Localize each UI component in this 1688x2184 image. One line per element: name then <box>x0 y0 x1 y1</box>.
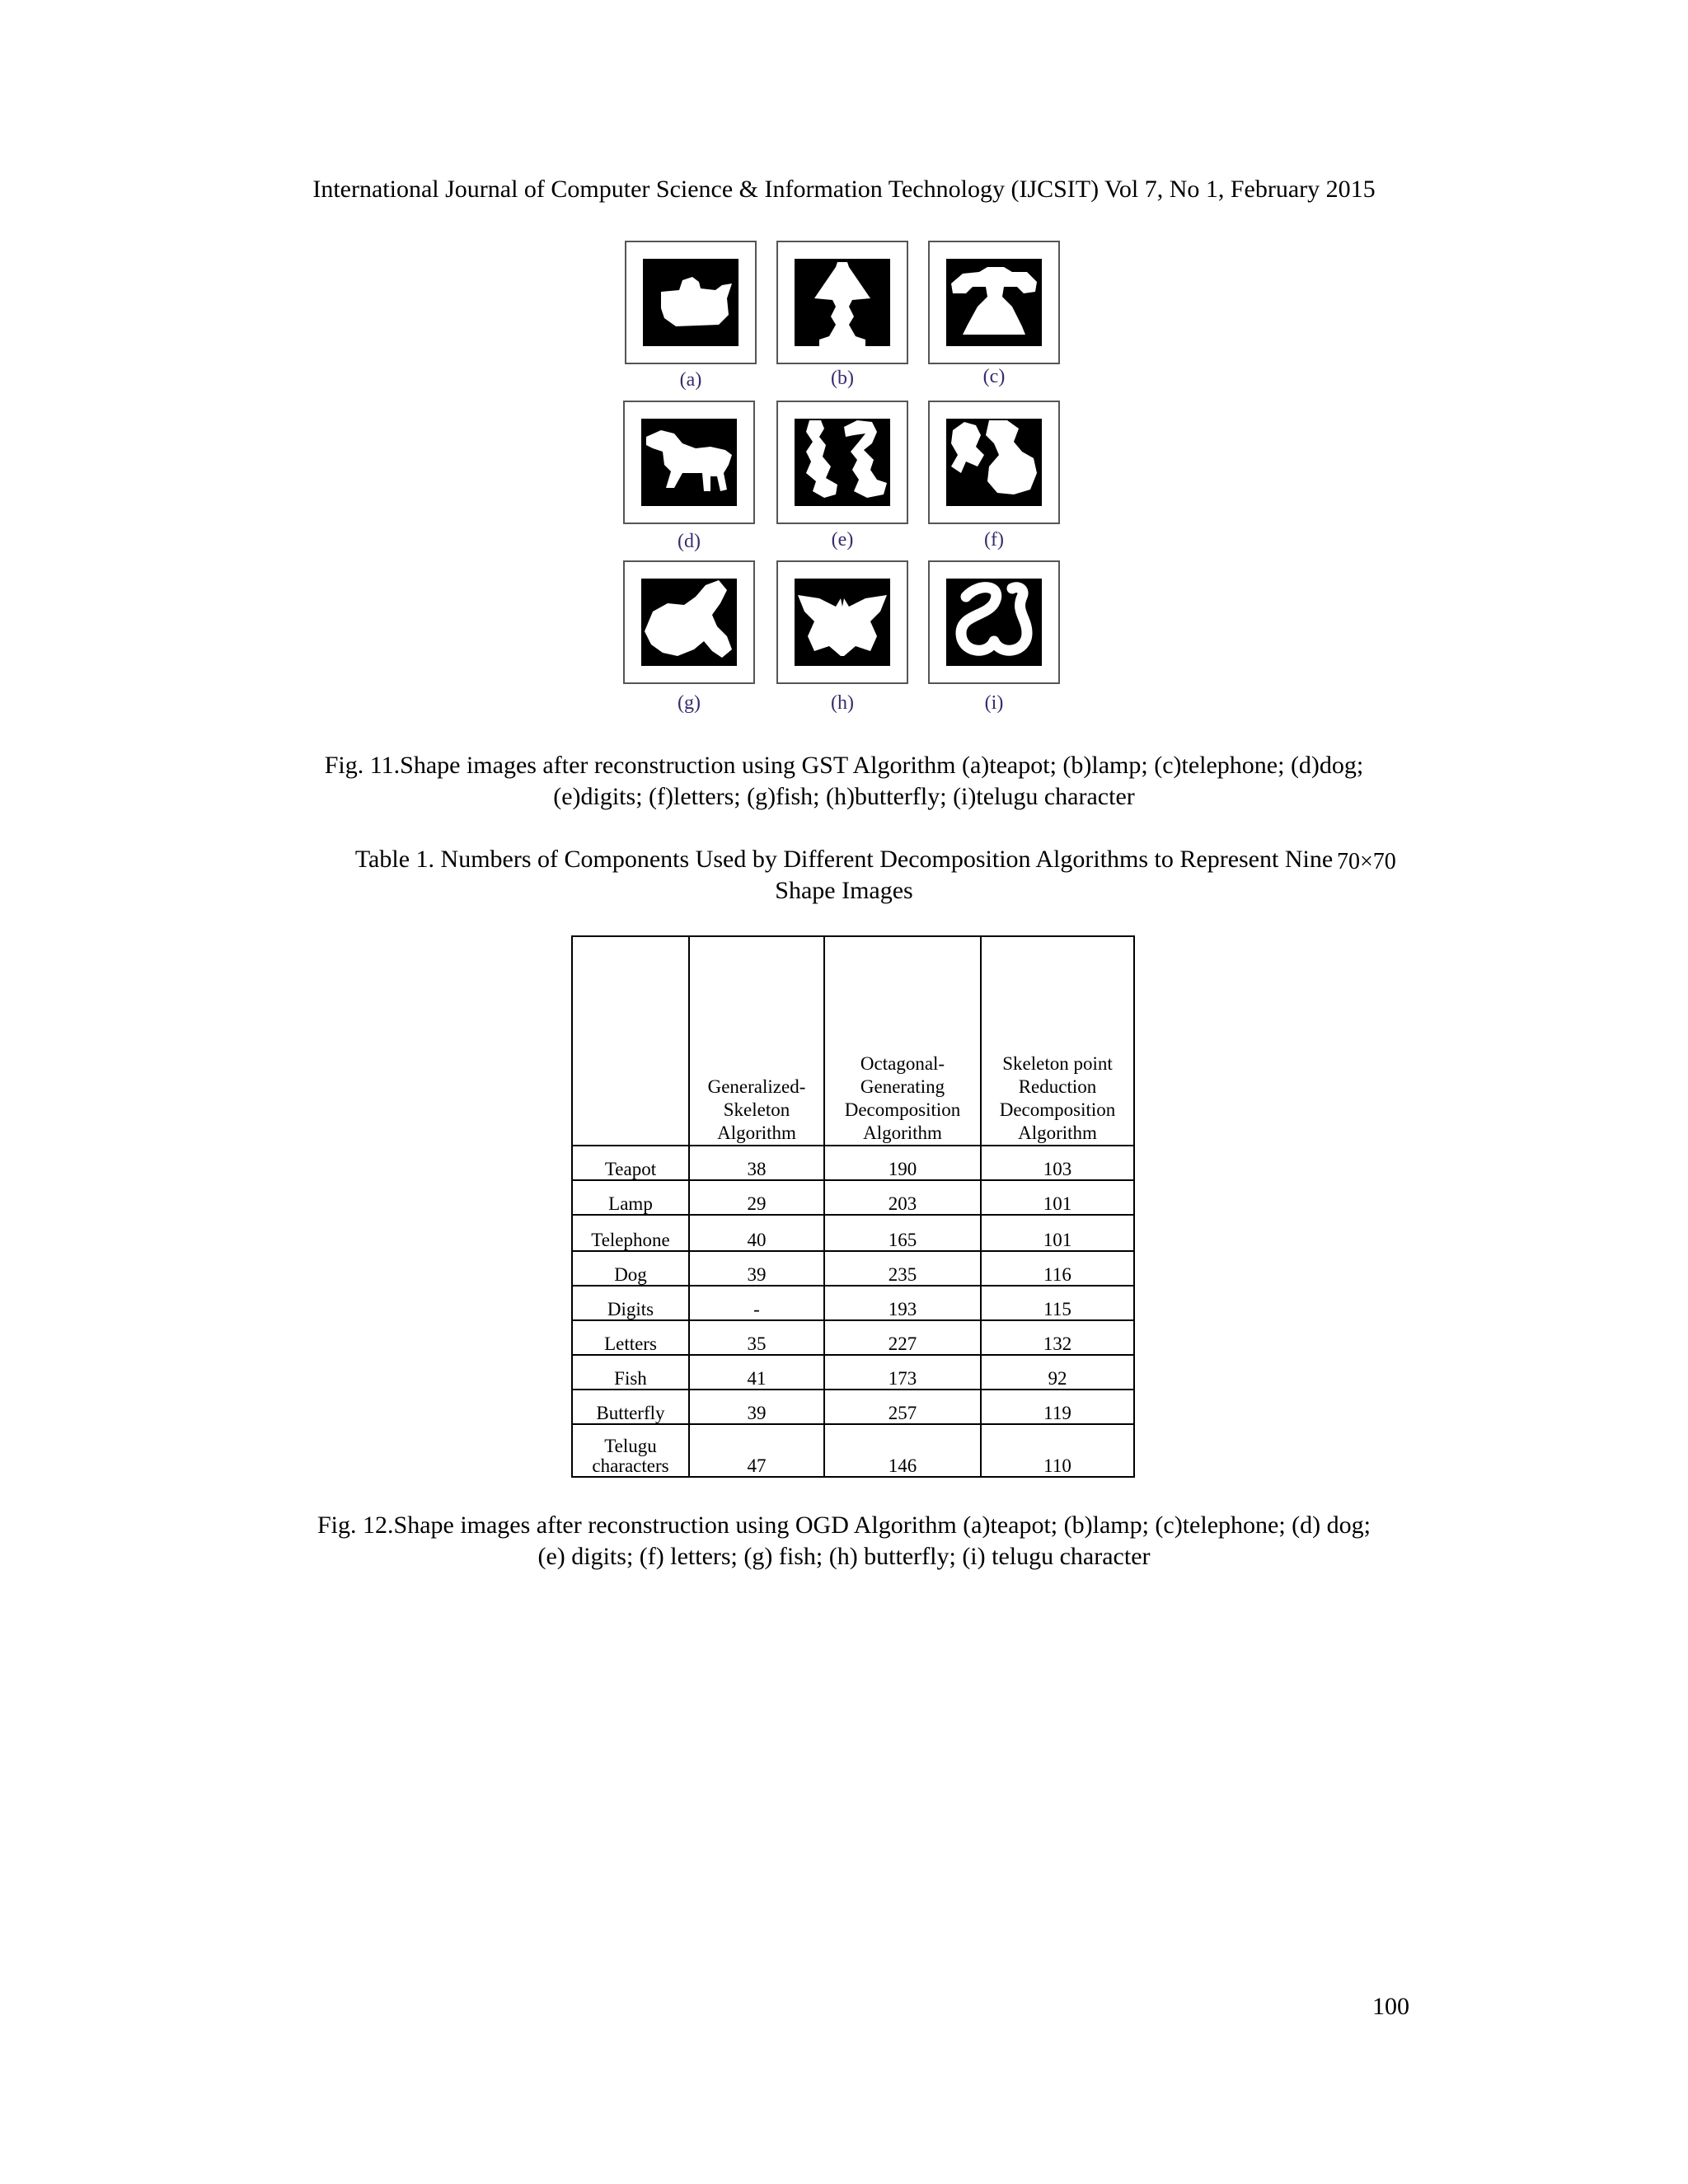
row-label: Dog <box>572 1251 689 1286</box>
cell-ogd: 235 <box>824 1251 981 1286</box>
table-header-gst: Generalized- Skeleton Algorithm <box>689 936 824 1146</box>
cell-gst: 41 <box>689 1355 824 1390</box>
cell-gst: 38 <box>689 1146 824 1180</box>
table-header-corner <box>572 936 689 1146</box>
table-row <box>572 1390 1134 1424</box>
cell-sprd: 92 <box>981 1355 1134 1390</box>
shape-image-letters <box>928 401 1060 524</box>
table-1-caption-math: 70×70 <box>1337 849 1396 874</box>
table-row <box>572 1424 1134 1477</box>
shape-image-telugu-character <box>928 560 1060 684</box>
shape-image-telephone <box>928 241 1060 364</box>
cell-gst: 40 <box>689 1215 824 1251</box>
cell-ogd: 257 <box>824 1390 981 1424</box>
cell-ogd: 227 <box>824 1320 981 1355</box>
table-1-caption-line-1: Table 1. Numbers of Components Used by Different Decomposition Algorithms to Represent Nine <box>354 846 1334 873</box>
lamp-shape-icon <box>795 259 890 346</box>
cell-gst: 47 <box>689 1424 824 1477</box>
cell-ogd: 146 <box>824 1424 981 1477</box>
sublabel-d: (d) <box>678 531 701 552</box>
row-label: Butterfly <box>572 1390 689 1424</box>
shape-image-lamp <box>776 241 908 364</box>
cell-sprd: 101 <box>981 1215 1134 1251</box>
sublabel-f: (f) <box>984 529 1004 551</box>
cell-ogd: 173 <box>824 1355 981 1390</box>
table-header-ogd: Octagonal- Generating Decomposition Algorithm <box>824 936 981 1146</box>
table-row <box>572 1355 1134 1390</box>
cell-ogd: 165 <box>824 1215 981 1251</box>
shape-image-digits <box>776 401 908 524</box>
telephone-shape-icon <box>946 259 1042 346</box>
row-label: Teapot <box>572 1146 689 1180</box>
shape-image-dog <box>623 401 755 524</box>
table-row <box>572 1320 1134 1355</box>
journal-header: International Journal of Computer Science & Information Technology (IJCSIT) Vol 7, No 1, February 2015 <box>312 176 1376 203</box>
figure-11-caption-line-1: Fig. 11.Shape images after reconstruction using GST Algorithm (a)teapot; (b)lamp; (c)telephone; (d)dog; <box>324 752 1364 779</box>
row-label: Telugu characters <box>572 1424 689 1477</box>
cell-gst: 35 <box>689 1320 824 1355</box>
shape-image-teapot <box>625 241 757 364</box>
row-label: Fish <box>572 1355 689 1390</box>
figure-11-grid <box>623 241 1067 717</box>
table-row <box>572 1180 1134 1215</box>
cell-ogd: 193 <box>824 1286 981 1320</box>
sublabel-e: (e) <box>831 529 854 551</box>
digits-shape-icon <box>795 419 890 506</box>
cell-sprd: 116 <box>981 1251 1134 1286</box>
sublabel-i: (i) <box>984 692 1004 714</box>
table-row <box>572 1215 1134 1251</box>
row-label: Digits <box>572 1286 689 1320</box>
figure-12-caption-line-2: (e) digits; (f) letters; (g) fish; (h) butterfly; (i) telugu character <box>537 1543 1151 1570</box>
table-row <box>572 1146 1134 1180</box>
sublabel-g: (g) <box>678 692 701 714</box>
fish-shape-icon <box>641 579 737 666</box>
row-label: Telephone <box>572 1215 689 1251</box>
cell-ogd: 190 <box>824 1146 981 1180</box>
row-label: Letters <box>572 1320 689 1355</box>
cell-ogd: 203 <box>824 1180 981 1215</box>
cell-gst: - <box>689 1286 824 1320</box>
sublabel-a: (a) <box>679 369 702 391</box>
cell-sprd: 101 <box>981 1180 1134 1215</box>
figure-12-caption-line-1: Fig. 12.Shape images after reconstruction using OGD Algorithm (a)teapot; (b)lamp; (c)telephone; (d) dog; <box>316 1511 1371 1539</box>
table-header-row <box>572 936 1134 1146</box>
sublabel-c: (c) <box>982 366 1006 387</box>
butterfly-shape-icon <box>795 579 890 666</box>
cell-gst: 29 <box>689 1180 824 1215</box>
cell-sprd: 110 <box>981 1424 1134 1477</box>
teapot-shape-icon <box>643 259 738 346</box>
sublabel-b: (b) <box>831 368 854 389</box>
shape-image-fish <box>623 560 755 684</box>
page-number: 100 <box>1372 1993 1409 2020</box>
cell-gst: 39 <box>689 1390 824 1424</box>
figure-11-caption-line-2: (e)digits; (f)letters; (g)fish; (h)butterfly; (i)telugu character <box>553 783 1135 810</box>
row-label: Lamp <box>572 1180 689 1215</box>
table-header-sprd: Skeleton point Reduction Decomposition Algorithm <box>981 936 1134 1146</box>
telugu-character-shape-icon <box>946 579 1042 666</box>
sublabel-h: (h) <box>831 692 854 714</box>
cell-sprd: 132 <box>981 1320 1134 1355</box>
cell-sprd: 119 <box>981 1390 1134 1424</box>
cell-sprd: 115 <box>981 1286 1134 1320</box>
dog-shape-icon <box>641 419 737 506</box>
table-row <box>572 1251 1134 1286</box>
shape-image-butterfly <box>776 560 908 684</box>
cell-gst: 39 <box>689 1251 824 1286</box>
table-1-caption-line-2: Shape Images <box>775 877 913 904</box>
components-table <box>571 935 1135 1478</box>
table-row <box>572 1286 1134 1320</box>
letters-shape-icon <box>946 419 1042 506</box>
cell-sprd: 103 <box>981 1146 1134 1180</box>
